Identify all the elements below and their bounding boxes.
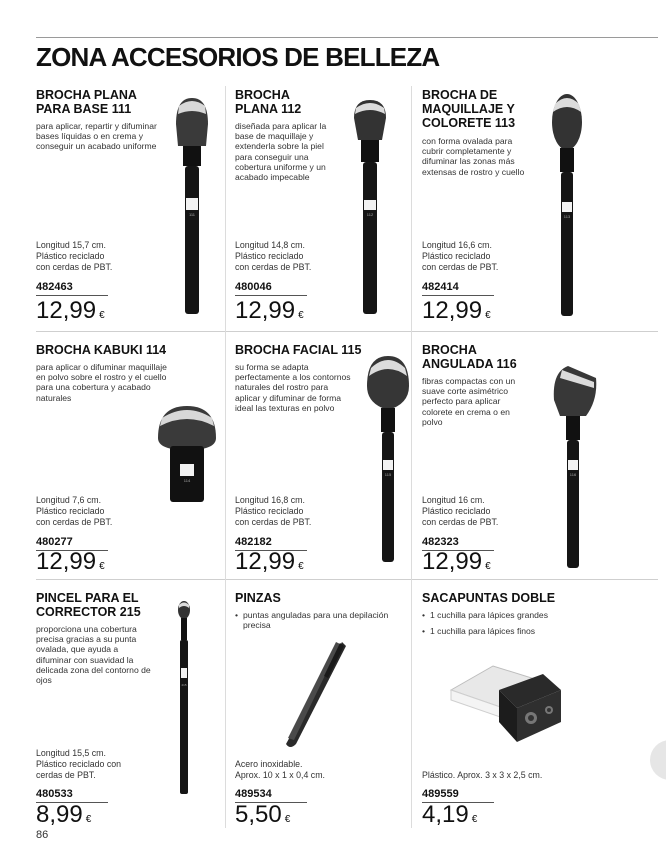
product-specs: Longitud 7,6 cm. Plástico reciclado con cerdas de PBT. [36,495,113,527]
product-price: 12,99 € [36,548,105,575]
product-specs: Longitud 16 cm. Plástico reciclado con cerdas de PBT. [422,495,499,527]
product-code: 480533 [36,788,73,800]
svg-text:111: 111 [188,212,196,217]
product-code: 482323 [422,536,459,548]
product-description: para aplicar o difuminar maquillaje en polvo sobre el rostro y el cuello para una cobertura y acabado naturales [36,362,167,403]
product-code: 489559 [422,788,459,800]
product-price: 12,99 € [422,548,491,575]
product-price: 12,99 € [235,297,304,324]
product-price: 12,99 € [235,548,304,575]
top-rule [36,37,658,38]
svg-text:116: 116 [569,472,577,477]
product-description: con forma ovalada para cubrir completamente y difuminar las zonas más extensas de rostro y cuello [422,136,525,177]
product-code: 489534 [235,788,272,800]
row-divider-1 [36,331,658,332]
kabuki-brush-icon [156,404,218,504]
product-specs: Longitud 16,6 cm. Plástico reciclado con cerdas de PBT. [422,240,499,272]
tweezers-icon [282,640,348,752]
svg-text:113: 113 [563,214,571,219]
product-name: BROCHA PLANA PARA BASE 111 [36,88,137,116]
product-name: BROCHA KABUKI 114 [36,343,167,357]
product-description: fibras compactas con un suave corte asimétrico perfecto para aplicar colorete en crema o en polvo [422,376,516,427]
product-code: 480046 [235,281,272,293]
bullet-item: • puntas anguladas para una depilación precisa [235,610,410,630]
product-code: 480277 [36,536,73,548]
product-name: BROCHA PLANA 112 [235,88,302,116]
double-sharpener-icon [447,660,563,744]
product-code: 482463 [36,281,73,293]
product-specs: Longitud 15,7 cm. Plástico reciclado con cerdas de PBT. [36,240,113,272]
product-name: BROCHA ANGULADA 116 [422,343,517,371]
product-price: 12,99 € [422,297,491,324]
svg-text:115: 115 [384,472,392,477]
product-description: para aplicar, repartir y difuminar bases líquidas o en crema y conseguir un acabado uniforme [36,121,157,152]
code-underline [235,295,307,296]
product-price: 4,19 € [422,801,478,828]
product-specs: Plástico. Aprox. 3 x 3 x 2,5 cm. [422,770,543,780]
page-title: ZONA ACCESORIOS DE BELLEZA [36,42,440,72]
svg-text:215: 215 [181,683,187,687]
page-number: 86 [36,829,49,841]
svg-text:112: 112 [366,212,374,217]
flat-brush-icon [348,96,392,316]
decorative-circle [650,740,666,780]
product-price: 12,99 € [36,297,105,324]
facial-powder-brush-icon [363,352,413,564]
product-code: 482182 [235,536,272,548]
product-name: SACAPUNTAS DOBLE [422,591,556,605]
product-specs: Longitud 16,8 cm. Plástico reciclado con cerdas de PBT. [235,495,312,527]
column-divider-1 [225,86,226,828]
code-underline [36,295,108,296]
product-name: PINCEL PARA EL CORRECTOR 215 [36,591,141,619]
angled-brush-icon [548,360,600,570]
flat-foundation-brush-icon [170,96,214,316]
product-code: 482414 [422,281,459,293]
oval-blush-brush-icon [545,92,589,318]
product-specs: Longitud 14,8 cm. Plástico reciclado con cerdas de PBT. [235,240,312,272]
product-description: su forma se adapta perfectamente a los contornos naturales del rostro para aplicar y difuminar de forma ideal las texturas en polvo [235,362,351,413]
product-name: BROCHA FACIAL 115 [235,343,362,357]
product-specs: Longitud 15,5 cm. Plástico reciclado con cerdas de PBT. [36,748,122,780]
bullet-item: • 1 cuchilla para lápices finos [422,626,597,636]
product-specs: Acero inoxidable. Aprox. 10 x 1 x 0,4 cm. [235,759,325,780]
concealer-brush-icon [172,600,196,796]
product-price: 8,99 € [36,801,92,828]
code-underline [422,295,494,296]
product-description: diseñada para aplicar la base de maquillaje y extenderla sobre la piel para conseguir una cobertura uniforme y un acabado impecable [235,121,327,183]
product-description: proporciona una cobertura precisa gracias a su punta ovalada, que ayuda a difuminar con suavidad la delicada zona del contorno de ojos [36,624,151,686]
product-price: 5,50 € [235,801,291,828]
bullet-item: • 1 cuchilla para lápices grandes [422,610,597,620]
product-name: PINZAS [235,591,281,605]
product-name: BROCHA DE MAQUILLAJE Y COLORETE 113 [422,88,516,130]
product-bullets [235,610,410,636]
svg-text:114: 114 [183,478,191,483]
product-bullets [422,610,597,642]
